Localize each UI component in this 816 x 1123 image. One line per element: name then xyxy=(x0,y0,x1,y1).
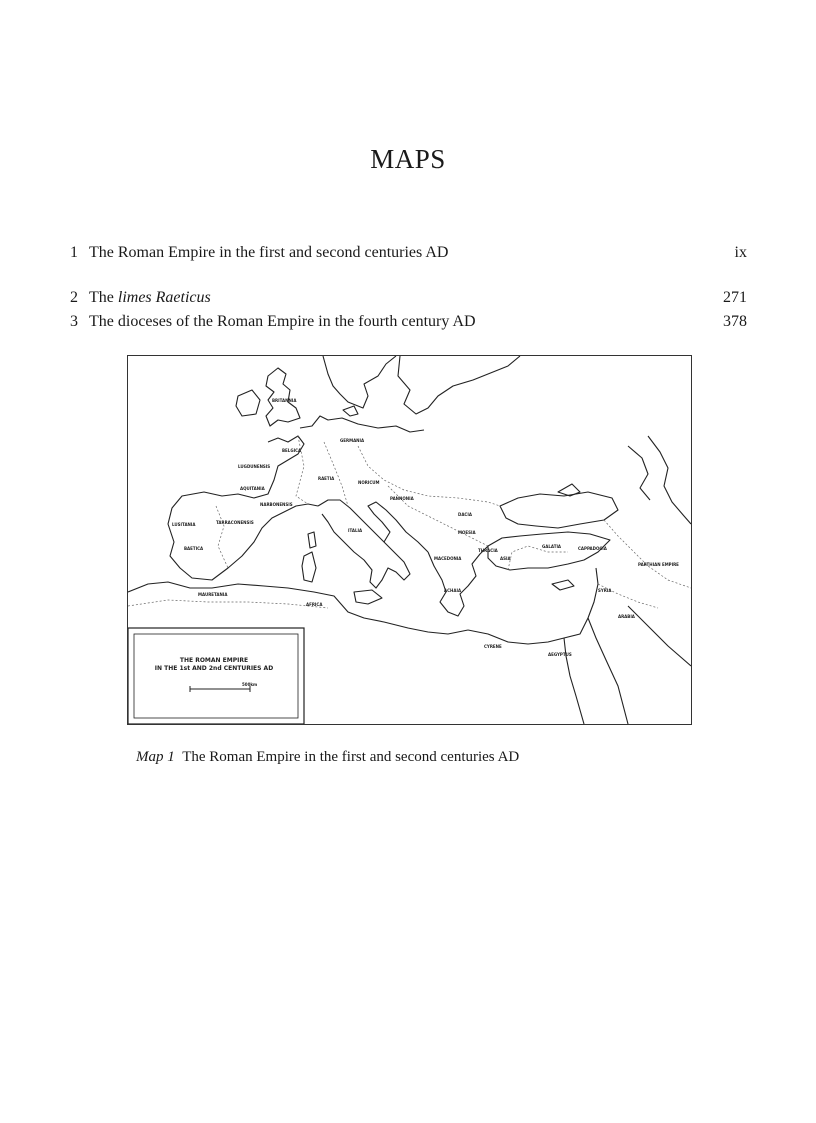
entry-number: 1 xyxy=(70,244,78,261)
label-aegyptus: AEGYPTUS xyxy=(548,652,572,657)
label-raetia: RAETIA xyxy=(318,476,335,481)
label-lugdunensis: LUGDUNENSIS xyxy=(238,464,271,469)
label-mauretania: MAURETANIA xyxy=(198,592,228,597)
label-aquitania: AQUITANIA xyxy=(240,486,265,491)
label-macedonia: MACEDONIA xyxy=(434,556,462,561)
entry-title: The Roman Empire in the first and second centuries AD xyxy=(89,244,449,261)
label-narbonensis: NARBONENSIS xyxy=(260,502,293,507)
label-pannonia: PANNONIA xyxy=(390,496,414,501)
map-caption xyxy=(136,749,519,766)
entry-number: 2 xyxy=(70,289,78,306)
map-labels xyxy=(172,398,679,657)
entry-page-number: 378 xyxy=(723,313,747,330)
page-title: MAPS xyxy=(370,144,446,174)
label-belgica: BELGICA xyxy=(282,448,302,453)
label-arabia: ARABIA xyxy=(618,614,635,619)
label-moesia: MOESIA xyxy=(458,530,476,535)
label-galatia: GALATIA xyxy=(542,544,562,549)
caption-text: The Roman Empire in the first and second centuries AD xyxy=(182,749,520,765)
entry-number: 3 xyxy=(70,313,78,330)
inset-title-line2: IN THE 1st AND 2nd CENTURIES AD xyxy=(154,665,274,672)
label-parthian-empire: PARTHIAN EMPIRE xyxy=(638,562,679,567)
label-africa: AFRICA xyxy=(306,602,323,607)
label-lusitania: LUSITANIA xyxy=(172,522,196,527)
label-cyrene: CYRENE xyxy=(484,644,502,649)
entry-title: The dioceses of the Roman Empire in the fourth century AD xyxy=(89,313,476,330)
label-italia: ITALIA xyxy=(348,528,363,533)
label-britannia: BRITANNIA xyxy=(272,398,297,403)
label-asia: ASIA xyxy=(500,556,511,561)
label-thracia: THRACIA xyxy=(478,548,498,553)
roman-empire-map xyxy=(127,355,692,725)
label-tarraconensis: TARRACONENSIS xyxy=(216,520,254,525)
entry-page-number: ix xyxy=(734,244,747,261)
caption-map-number: Map 1 xyxy=(136,749,175,765)
province-boundaries xyxy=(128,436,691,608)
label-dacia: DACIA xyxy=(458,512,472,517)
label-achaia: ACHAIA xyxy=(444,588,462,593)
label-baetica: BAETICA xyxy=(184,546,204,551)
entry-title: The limes Raeticus xyxy=(89,289,211,306)
scale-label: 500km xyxy=(242,682,258,687)
label-germania: GERMANIA xyxy=(340,438,365,443)
label-syria: SYRIA xyxy=(598,588,612,593)
map-inset-legend xyxy=(128,628,304,724)
label-cappadocia: CAPPADOCIA xyxy=(578,546,607,551)
map-illustration xyxy=(128,356,691,724)
label-noricum: NORICUM xyxy=(358,480,380,485)
inset-title-line1: THE ROMAN EMPIRE xyxy=(179,657,249,664)
entry-page-number: 271 xyxy=(723,289,747,306)
